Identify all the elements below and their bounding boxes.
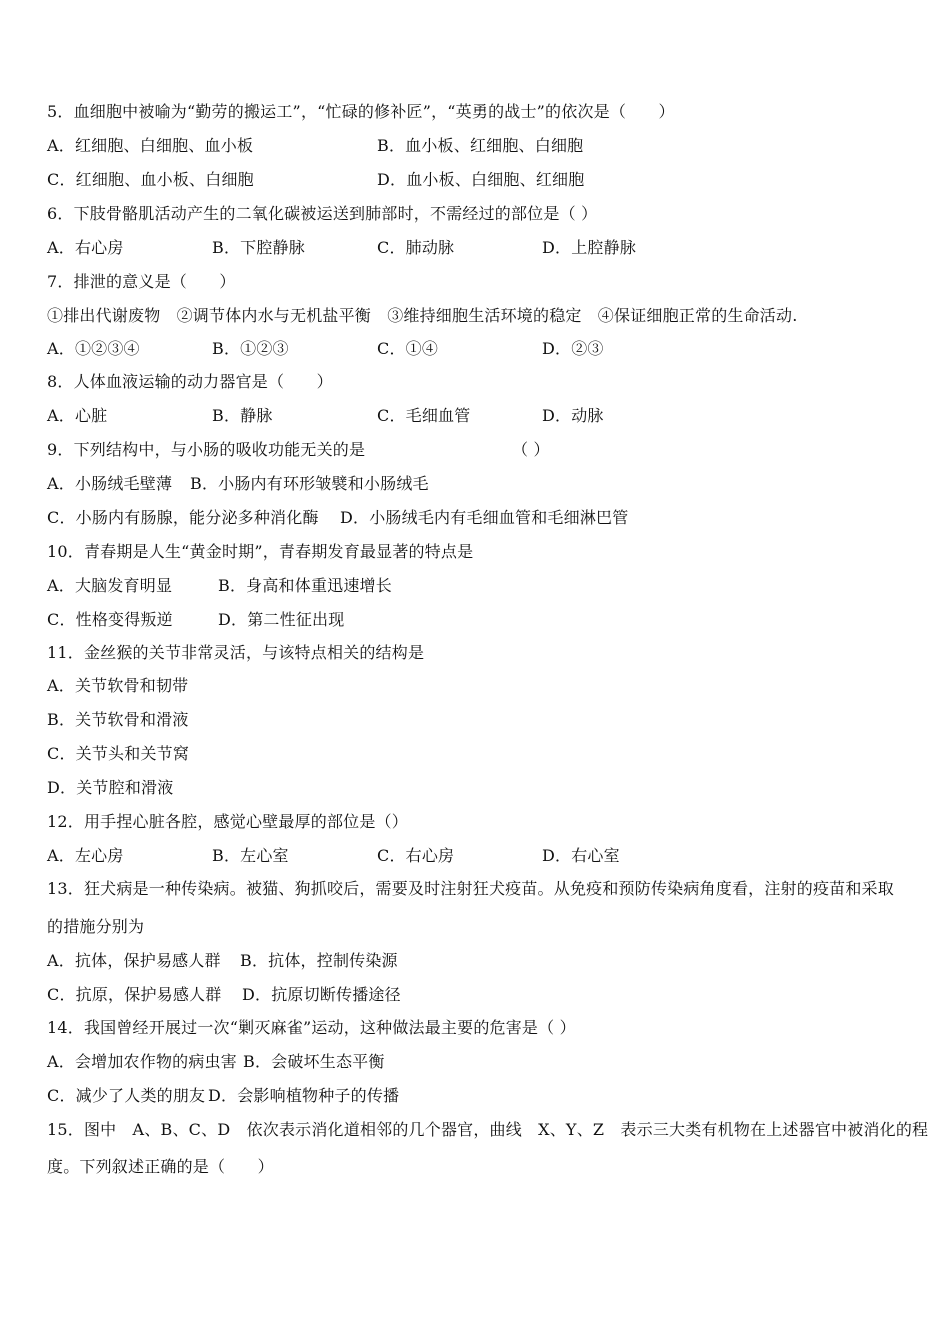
q14-option-b: B．会破坏生态平衡 <box>243 1052 385 1071</box>
q12-option-a: A．左心房 <box>47 846 124 865</box>
q12-option-c: C．右心房 <box>377 846 455 865</box>
q13-question-stem: 13．狂犬病是一种传染病。被猫、狗抓咬后，需要及时注射狂犬疫苗。从免疫和预防传染病角度看，注射的疫苗和采取 <box>47 879 894 898</box>
q14-option-c: C．减少了人类的朋友 <box>47 1086 206 1105</box>
q15-question-stem: 15．图中 A、B、C、D 依次表示消化道相邻的几个器官，曲线 X、Y、Z 表示三大类有机物在上述器官中被消化的程 <box>47 1120 929 1139</box>
q6-option-b: B．下腔静脉 <box>212 238 305 257</box>
q14-option-d: D．会影响植物种子的传播 <box>208 1086 400 1105</box>
q10-option-a: A．大脑发育明显 <box>47 576 173 595</box>
q7-option-c: C．①④ <box>377 339 439 358</box>
q13-option-c: C．抗原，保护易感人群 <box>47 985 222 1004</box>
q12-option-d: D．右心室 <box>542 846 620 865</box>
q8-option-a: A．心脏 <box>47 406 108 425</box>
q10-option-c: C．性格变得叛逆 <box>47 610 173 629</box>
q13-option-b: B．抗体，控制传染源 <box>240 951 398 970</box>
q5-option-b: B．血小板、红细胞、白细胞 <box>377 136 584 155</box>
q10-option-d: D．第二性征出现 <box>218 610 345 629</box>
q12-question-stem: 12．用手捏心脏各腔，感觉心壁最厚的部位是（） <box>47 812 408 831</box>
q13-question-stem-continued: 的措施分别为 <box>47 917 145 936</box>
q5-option-c: C．红细胞、血小板、白细胞 <box>47 170 254 189</box>
q9-question-stem: 9．下列结构中，与小肠的吸收功能无关的是 <box>47 440 366 459</box>
q9-option-d: D．小肠绒毛内有毛细血管和毛细淋巴管 <box>340 508 629 527</box>
q6-option-a: A．右心房 <box>47 238 124 257</box>
q14-option-a: A．会增加农作物的病虫害 <box>47 1052 237 1071</box>
q11-option-d: D．关节腔和滑液 <box>47 778 174 797</box>
q7-question-stem: 7．排泄的意义是（ ） <box>47 272 236 291</box>
q9-option-a: A．小肠绒毛壁薄 <box>47 474 173 493</box>
q5-option-a: A．红细胞、白细胞、血小板 <box>47 136 254 155</box>
q5-option-d: D．血小板、白细胞、红细胞 <box>377 170 585 189</box>
q8-option-d: D．动脉 <box>542 406 604 425</box>
q8-option-c: C．毛细血管 <box>377 406 471 425</box>
q11-option-a: A．关节软骨和韧带 <box>47 676 189 695</box>
q7-option-d: D．②③ <box>542 339 604 358</box>
q8-question-stem: 8．人体血液运输的动力器官是（ ） <box>47 372 333 391</box>
q14-question-stem: 14．我国曾经开展过一次“剿灭麻雀”运动，这种做法最主要的危害是（ ） <box>47 1018 576 1037</box>
q12-option-b: B．左心室 <box>212 846 289 865</box>
q9-option-b: B．小肠内有环形皱襞和小肠绒毛 <box>190 474 429 493</box>
q6-option-d: D．上腔静脉 <box>542 238 637 257</box>
q7-option-a: A．①②③④ <box>47 339 140 358</box>
q13-option-a: A．抗体，保护易感人群 <box>47 951 221 970</box>
q6-option-c: C．肺动脉 <box>377 238 455 257</box>
q9-answer-blank: （ ） <box>512 440 550 459</box>
q8-option-b: B．静脉 <box>212 406 273 425</box>
q5-question-stem: 5．血细胞中被喻为“勤劳的搬运工”，“忙碌的修补匠”，“英勇的战士”的依次是（ ） <box>47 102 675 121</box>
q10-option-b: B．身高和体重迅速增长 <box>218 576 392 595</box>
q10-question-stem: 10．青春期是人生“黄金时期”，青春期发育最显著的特点是 <box>47 542 474 561</box>
q6-question-stem: 6．下肢骨骼肌活动产生的二氧化碳被运送到肺部时，不需经过的部位是（ ） <box>47 204 598 223</box>
q15-question-stem-continued: 度。下列叙述正确的是（ ） <box>47 1157 274 1176</box>
q9-option-c: C．小肠内有肠腺，能分泌多种消化酶 <box>47 508 319 527</box>
q7-option-b: B．①②③ <box>212 339 289 358</box>
q11-question-stem: 11．金丝猴的关节非常灵活，与该特点相关的结构是 <box>47 643 425 662</box>
q11-option-b: B．关节软骨和滑液 <box>47 710 189 729</box>
q7-question-statements: ①排出代谢废物 ②调节体内水与无机盐平衡 ③维持细胞生活环境的稳定 ④保证细胞正常的生命活动. <box>47 306 798 325</box>
q13-option-d: D．抗原切断传播途径 <box>242 985 401 1004</box>
q11-option-c: C．关节头和关节窝 <box>47 744 190 763</box>
